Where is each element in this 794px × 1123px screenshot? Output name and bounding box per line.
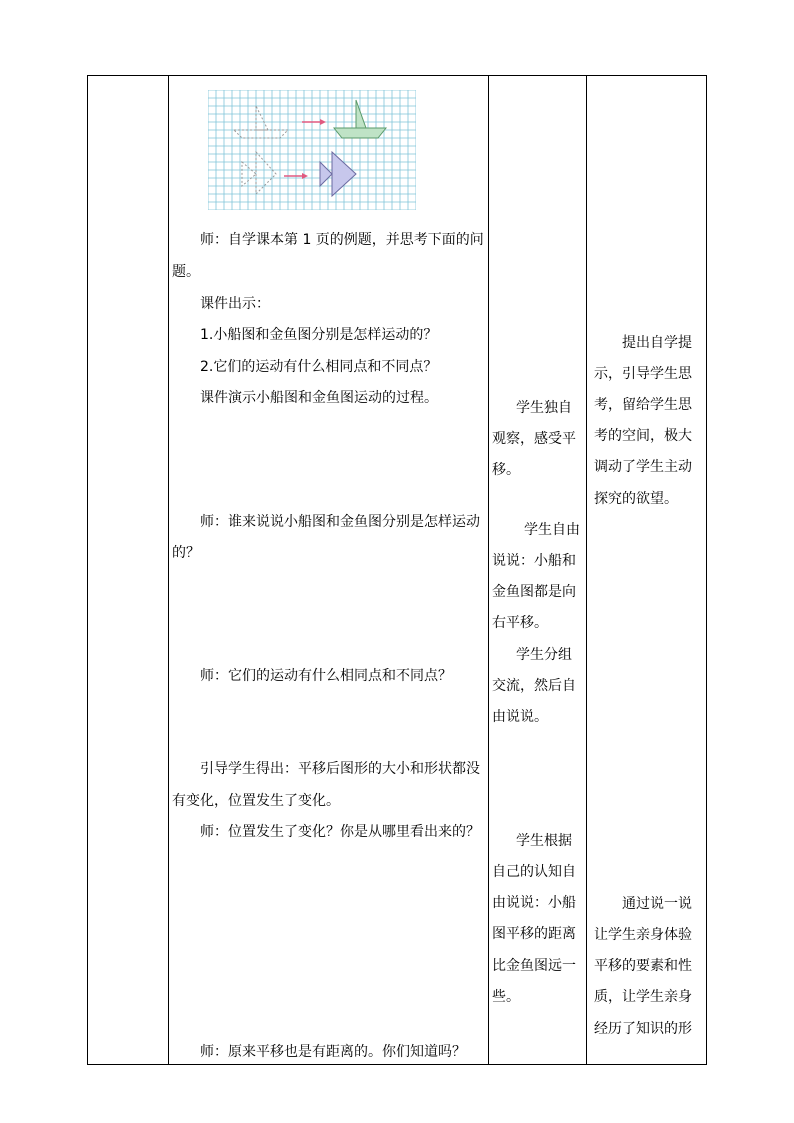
student-line: 观察，感受平 — [492, 431, 576, 447]
intent-line: 提出自学提 — [622, 335, 692, 351]
teacher-line: 师：谁来说说小船图和金鱼图分别是怎样运动 — [200, 514, 480, 530]
column-divider — [168, 76, 169, 1064]
lesson-table — [87, 75, 707, 1065]
teacher-line: 2.它们的运动有什么相同点和不同点？ — [200, 359, 438, 375]
student-line: 右平移。 — [492, 615, 548, 631]
student-line: 自己的认知自 — [492, 864, 576, 880]
student-line: 学生分组 — [516, 647, 572, 663]
translation-grid-figure — [208, 90, 416, 210]
teacher-line: 课件出示： — [200, 296, 270, 312]
student-line: 些。 — [492, 989, 520, 1005]
student-line: 学生独自 — [516, 400, 572, 416]
teacher-line: 有变化，位置发生了变化。 — [172, 793, 340, 809]
teacher-line: 师：位置发生了变化？你是从哪里看出来的？ — [200, 824, 480, 840]
intent-line: 质，让学生亲身 — [594, 989, 692, 1005]
teacher-line: 1.小船图和金鱼图分别是怎样运动的？ — [200, 327, 438, 343]
student-line: 图平移的距离 — [492, 926, 576, 942]
intent-line: 示，引导学生思 — [594, 366, 692, 382]
student-line: 金鱼图都是向 — [492, 584, 576, 600]
student-line: 学生根据 — [516, 833, 572, 849]
teacher-line: 师：它们的运动有什么相同点和不同点？ — [200, 668, 452, 684]
teacher-line: 题。 — [172, 264, 200, 280]
intent-line: 考的空间，极大 — [594, 428, 692, 444]
teacher-line: 的？ — [172, 545, 200, 561]
student-line: 比金鱼图远一 — [492, 958, 576, 974]
teacher-line: 师：原来平移也是有距离的。你们知道吗？ — [200, 1044, 466, 1060]
student-line: 由说说。 — [492, 709, 548, 725]
column-divider — [488, 76, 489, 1064]
student-line: 学生自由 — [524, 522, 580, 538]
student-line: 说说：小船和 — [492, 553, 576, 569]
student-line: 由说说：小船 — [492, 895, 576, 911]
intent-line: 平移的要素和性 — [594, 958, 692, 974]
teacher-line: 课件演示小船图和金鱼图运动的过程。 — [200, 390, 438, 406]
intent-line: 考，留给学生思 — [594, 397, 692, 413]
teacher-line: 师：自学课本第 1 页的例题，并思考下面的问 — [200, 232, 484, 248]
intent-line: 让学生亲身体验 — [594, 927, 692, 943]
teacher-line: 引导学生得出：平移后图形的大小和形状都没 — [200, 761, 480, 777]
student-line: 移。 — [492, 462, 520, 478]
column-divider — [586, 76, 587, 1064]
intent-line: 调动了学生主动 — [594, 459, 692, 475]
intent-line: 通过说一说 — [622, 896, 692, 912]
student-line: 交流，然后自 — [492, 678, 576, 694]
intent-line: 经历了知识的形 — [594, 1021, 692, 1037]
intent-line: 探究的欲望。 — [594, 491, 678, 507]
